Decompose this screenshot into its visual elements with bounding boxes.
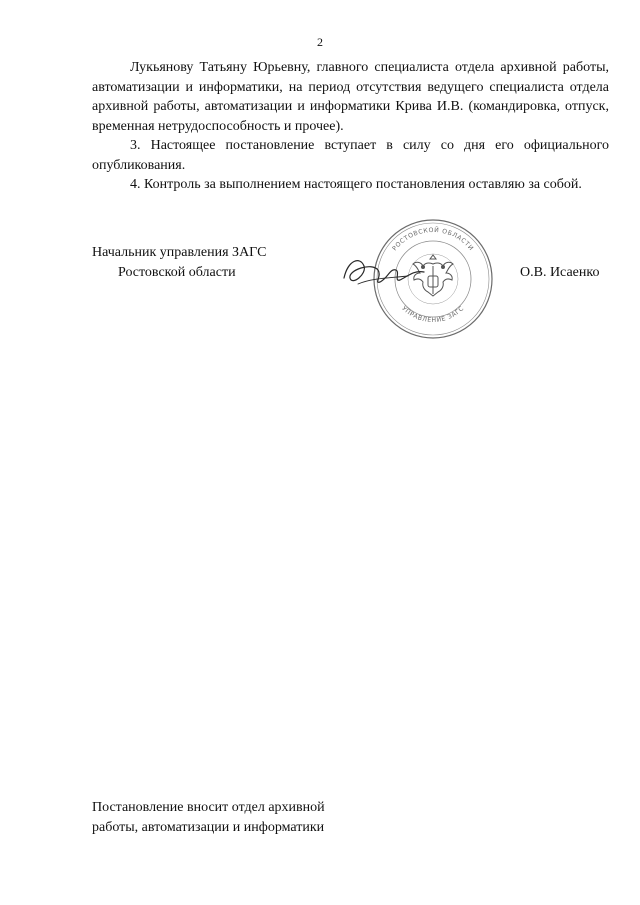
paragraph-effective-date: 3. Настоящее постановление вступает в силу со дня его официального опубликования. [92,138,609,173]
signatory-position-line2: Ростовской области [118,264,236,280]
footer-note-line2: работы, автоматизации и информатики [92,819,325,835]
document-body [92,58,609,195]
footer-note [92,798,325,837]
handwritten-signature [338,248,428,296]
signatory-position [92,243,266,282]
seal-text-bottom: УПРАВЛЕНИЕ ЗАГС [400,304,466,325]
seal-text-top: РОСТОВСКОЙ ОБЛАСТИ [391,226,475,253]
page-number: 2 [317,35,323,49]
footer-note-line1: Постановление вносит отдел архивной [92,800,325,815]
paragraph-appointment: Лукьянову Татьяну Юрьевну, главного специалиста отдела архивной работы, автоматизации и информатики, на период отсутствия ведущего специалиста отдела архивной работы, автоматизации и информатики Крива И.В. (командировка, отпуск, временная нетрудоспособность и прочее). [92,60,609,134]
paragraph-control: 4. Контроль за выполнением настоящего постановления оставляю за собой. [130,177,582,192]
signatory-name: О.В. Исаенко [520,265,600,280]
signatory-position-line1: Начальник управления ЗАГС [92,245,267,260]
svg-text:УПРАВЛЕНИЕ ЗАГС [400,305,465,324]
